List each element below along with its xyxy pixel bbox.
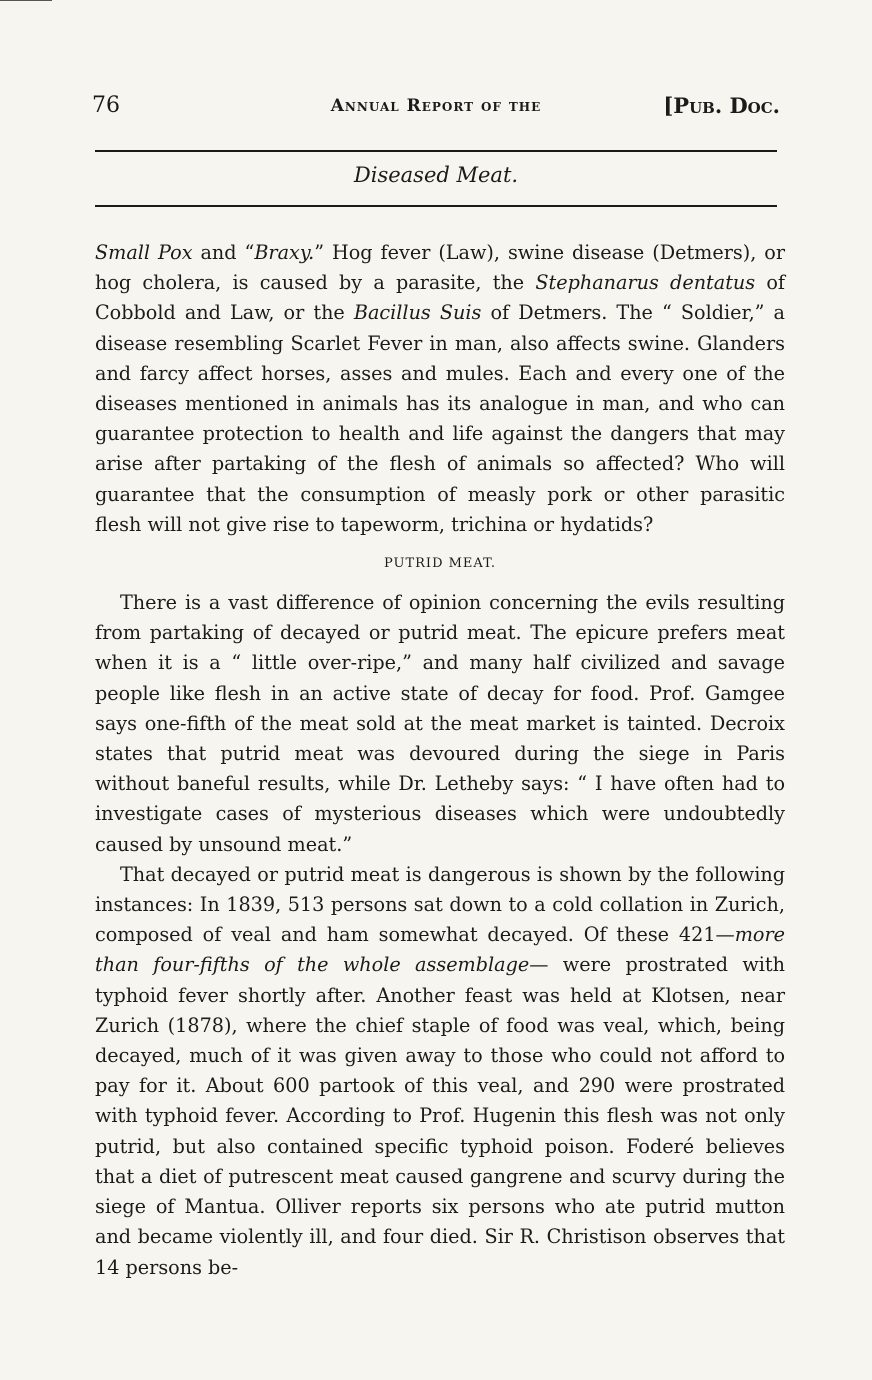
running-header xyxy=(92,93,780,123)
text-run: ” Hog fever (Law), swine disease (Detmers), or hog cholera, is caused by a parasite, the xyxy=(95,241,786,295)
running-title: Annual Report of the xyxy=(330,96,542,116)
subheading-putrid-meat: PUTRID MEAT. xyxy=(384,556,496,572)
document-type: [Pub. Doc. xyxy=(663,93,780,118)
term-braxy: Braxy. xyxy=(254,241,315,264)
text-run: of Detmers. The “ Soldier,” a disease resembling Scarlet Fever in man, also affects swine. Glanders and farcy affect horses, asses and mules. Each and every one of the diseases mentioned in animals has its analogue in man, and who can guarantee protection to health and life against the dangers that may arise after partaking of the flesh of animals so affected? Who will guarantee that the consumption of measly pork or other parasitic flesh will not give rise to tapeworm, trichina or hydatids? xyxy=(95,301,786,536)
term-stephanarus: Stephanarus dentatus xyxy=(535,271,756,295)
text-run: of Cobbold and Law, or the xyxy=(95,271,786,325)
header-rule-bottom xyxy=(95,205,777,207)
section-title: Diseased Meat. xyxy=(353,163,519,187)
paragraph-instances xyxy=(95,860,785,1283)
emphasis-phrase: more than four-fifths of the whole assemblage xyxy=(95,923,785,977)
paragraph-diseases xyxy=(95,238,785,540)
header-rule-top xyxy=(95,150,777,152)
term-bacillus: Bacillus Suis xyxy=(353,301,482,325)
body-text xyxy=(95,238,785,1283)
text-run: — were prostrated with typhoid fever shortly after. Another feast was held at Klotsen, near Zurich (1878), where the chief staple of food was veal, which, being decayed, much of it was given away to those who could not afford to pay for it. About 600 partook of this veal, and 290 were prostrated with typhoid fever. According to Prof. Hugenin this flesh was not only putrid, but also contained specific typhoid poison. Foderé believes that a diet of putrescent meat caused gangrene and scurvy during the siege of Mantua. Olliver reports six persons who ate putrid mutton and became violently ill, and four died. Sir R. Christison observes that 14 persons be- xyxy=(95,953,785,1279)
paragraph-opinions: There is a vast difference of opinion concerning the evils resulting from partaking of decayed or putrid meat. The epicure prefers meat when it is a “ little over-ripe,” and many half civilized and savage people like flesh in an active state of decay for food. Prof. Gamgee says one-fifth of the meat sold at the meat market is tainted. Decroix states that putrid meat was devoured during the siege in Paris without baneful results, while Dr. Letheby says: “ I have often had to investigate cases of mysterious diseases which were undoubtedly caused by unsound meat.” xyxy=(95,591,785,856)
page-number: 76 xyxy=(92,93,120,118)
margin-mark xyxy=(0,0,52,1)
text-run: and “ xyxy=(192,241,255,264)
term-small-pox: Small Pox xyxy=(95,241,193,264)
text-run: That decayed or putrid meat is dangerous is shown by the following instances: In 1839, 513 persons sat down to a cold collation in Zurich, composed of veal and ham somewhat decayed. Of these 421— xyxy=(95,862,785,947)
